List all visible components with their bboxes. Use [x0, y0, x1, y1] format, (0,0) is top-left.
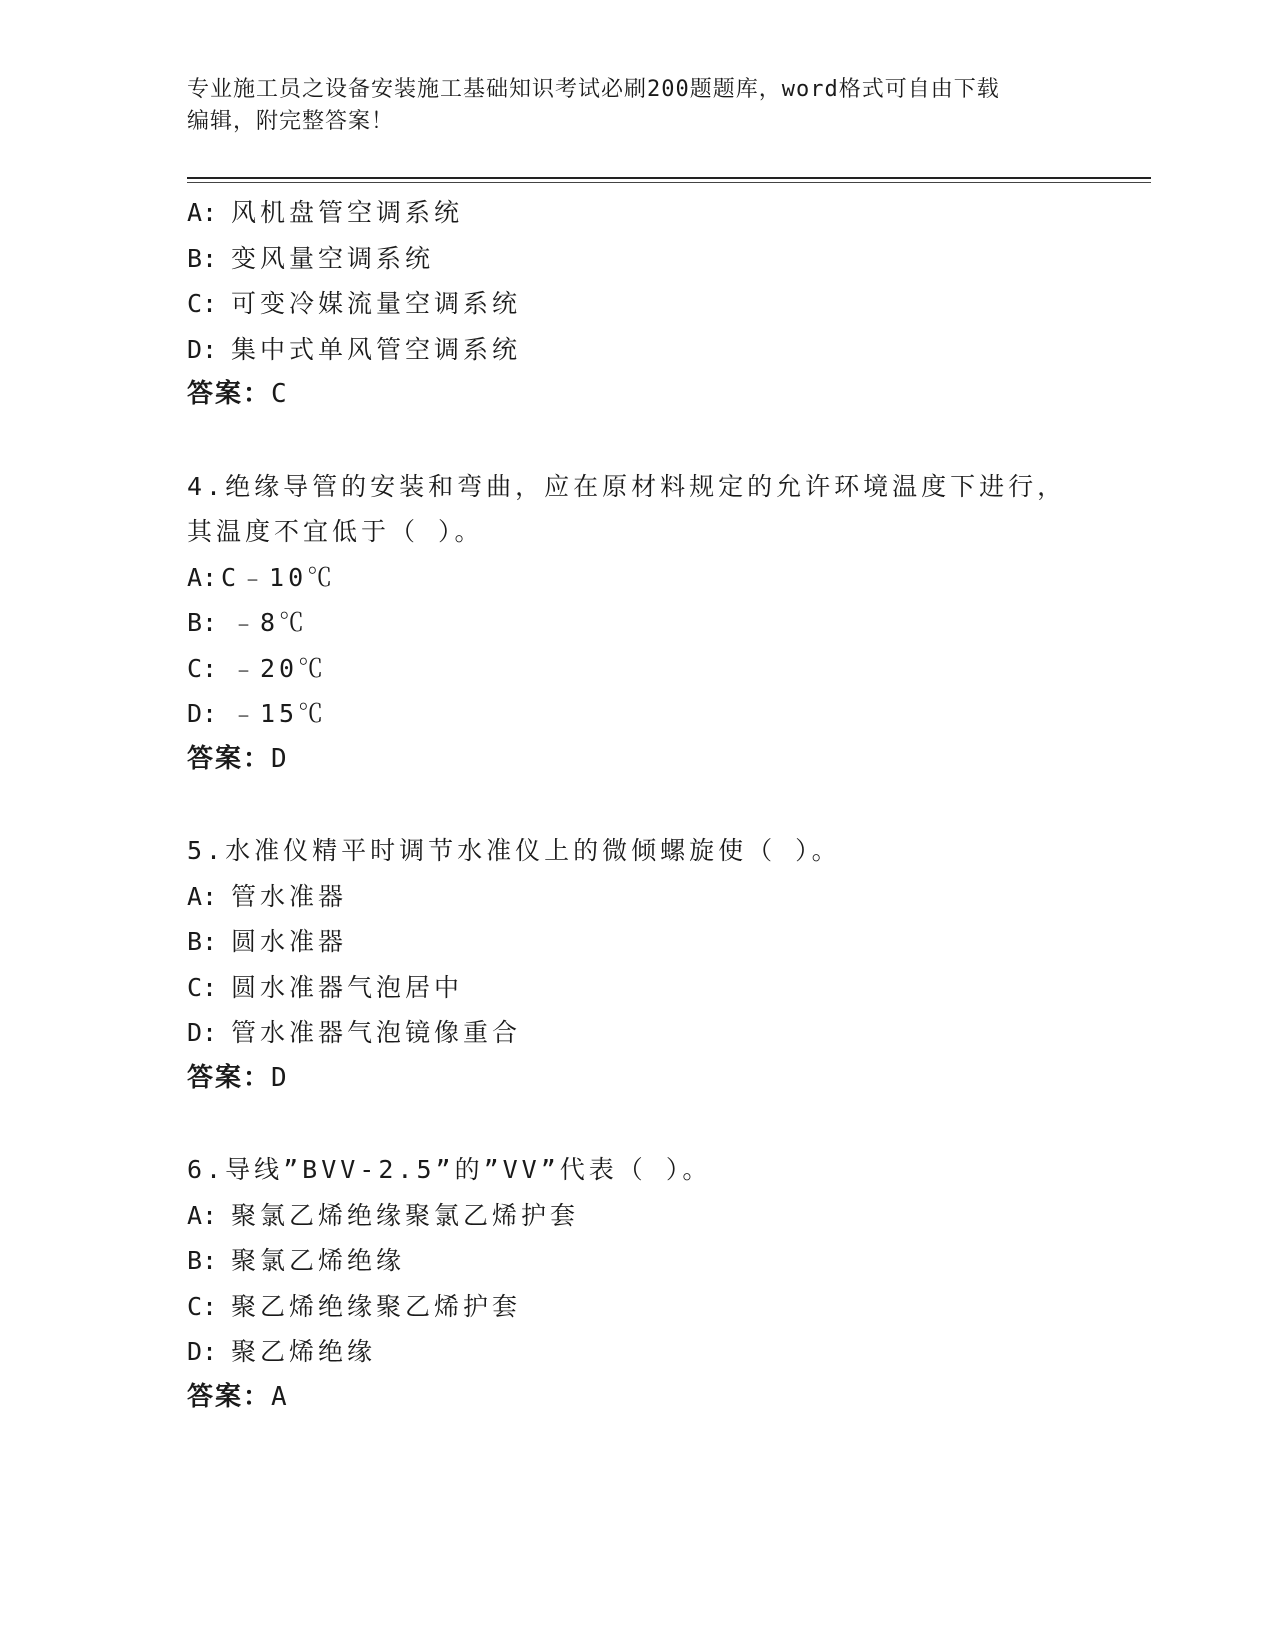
answer-value: A [271, 1381, 288, 1412]
option-text: 管水准器气泡镜像重合 [231, 1018, 522, 1047]
question-list [187, 190, 1117, 1420]
option-c [187, 646, 1117, 692]
option-text: 管水准器 [231, 881, 348, 911]
option-letter: B: [187, 243, 218, 273]
option-d [187, 691, 1117, 737]
option-text: 圆水准器 [231, 927, 348, 956]
answer-line [187, 737, 1117, 783]
option-letter: D: [187, 1337, 218, 1366]
spacer [187, 782, 1117, 828]
answer-line [187, 372, 1117, 418]
option-d [187, 327, 1117, 373]
option-a [187, 190, 1117, 236]
option-letter: D: [187, 1018, 218, 1047]
header-title-line1: 专业施工员之设备安装施工基础知识考试必刷200题题库，word格式可自由下载 [187, 77, 1000, 102]
option-letter: A: [187, 198, 218, 227]
option-b [187, 919, 1117, 965]
question-4 [187, 464, 1117, 783]
option-b [187, 600, 1117, 646]
option-letter: C: [187, 289, 218, 318]
option-text: 聚氯乙烯绝缘 [231, 1246, 406, 1275]
question-stem: 4.绝缘导管的安装和弯曲，应在原材料规定的允许环境温度下进行， [187, 471, 1067, 501]
answer-value: D [271, 743, 288, 774]
answer-line [187, 1375, 1117, 1421]
option-c [187, 1284, 1117, 1330]
option-text: ﹣8℃ [231, 608, 309, 637]
option-letter: C: [187, 1291, 218, 1321]
question-5 [187, 828, 1117, 1101]
document-header [187, 74, 1087, 138]
option-a [187, 1193, 1117, 1239]
option-text: 可变冷媒流量空调系统 [231, 289, 522, 318]
header-divider-thin [187, 182, 1151, 183]
option-letter: C: [187, 653, 218, 683]
answer-label: 答案： [187, 379, 272, 409]
option-c [187, 281, 1117, 327]
answer-value: C [271, 379, 288, 409]
question-stem-cont: 其温度不宜低于（ ）。 [187, 517, 484, 546]
option-letter: A: [187, 562, 218, 592]
spacer [187, 1101, 1117, 1147]
option-text: 圆水准器气泡居中 [231, 972, 464, 1002]
option-a [187, 555, 1117, 601]
header-divider-thick [187, 177, 1151, 179]
option-b [187, 1238, 1117, 1284]
option-c [187, 965, 1117, 1011]
option-d [187, 1329, 1117, 1375]
option-text: 聚氯乙烯绝缘聚氯乙烯护套 [231, 1200, 580, 1230]
option-letter: D: [187, 699, 218, 728]
option-letter: B: [187, 927, 218, 956]
option-letter: B: [187, 608, 218, 637]
option-letter: A: [187, 881, 218, 911]
option-text: ﹣15℃ [231, 699, 328, 728]
option-letter: C: [187, 972, 218, 1002]
spacer [187, 418, 1117, 464]
option-d [187, 1010, 1117, 1056]
option-text: 聚乙烯绝缘聚乙烯护套 [231, 1291, 522, 1321]
question-stem: 5.水准仪精平时调节水准仪上的微倾螺旋使（ ）。 [187, 836, 841, 865]
option-letter: A: [187, 1200, 218, 1230]
header-title-line2: 编辑，附完整答案！ [187, 109, 395, 134]
option-text: 变风量空调系统 [231, 243, 435, 273]
option-a [187, 874, 1117, 920]
question-3 [187, 190, 1117, 418]
option-b [187, 236, 1117, 282]
answer-label: 答案： [187, 743, 272, 774]
answer-line [187, 1056, 1117, 1102]
answer-label: 答案： [187, 1381, 272, 1412]
option-text: C﹣10℃ [221, 562, 337, 592]
option-text: 聚乙烯绝缘 [231, 1337, 377, 1366]
option-letter: D: [187, 334, 218, 364]
question-stem: 6.导线”BVV-2.5”的”VV”代表（ ）。 [187, 1155, 712, 1184]
answer-label: 答案： [187, 1062, 272, 1093]
option-text: ﹣20℃ [231, 653, 328, 683]
answer-value: D [271, 1062, 288, 1093]
option-letter: B: [187, 1246, 218, 1275]
question-6 [187, 1147, 1117, 1420]
option-text: 风机盘管空调系统 [231, 198, 464, 227]
option-text: 集中式单风管空调系统 [231, 334, 522, 364]
